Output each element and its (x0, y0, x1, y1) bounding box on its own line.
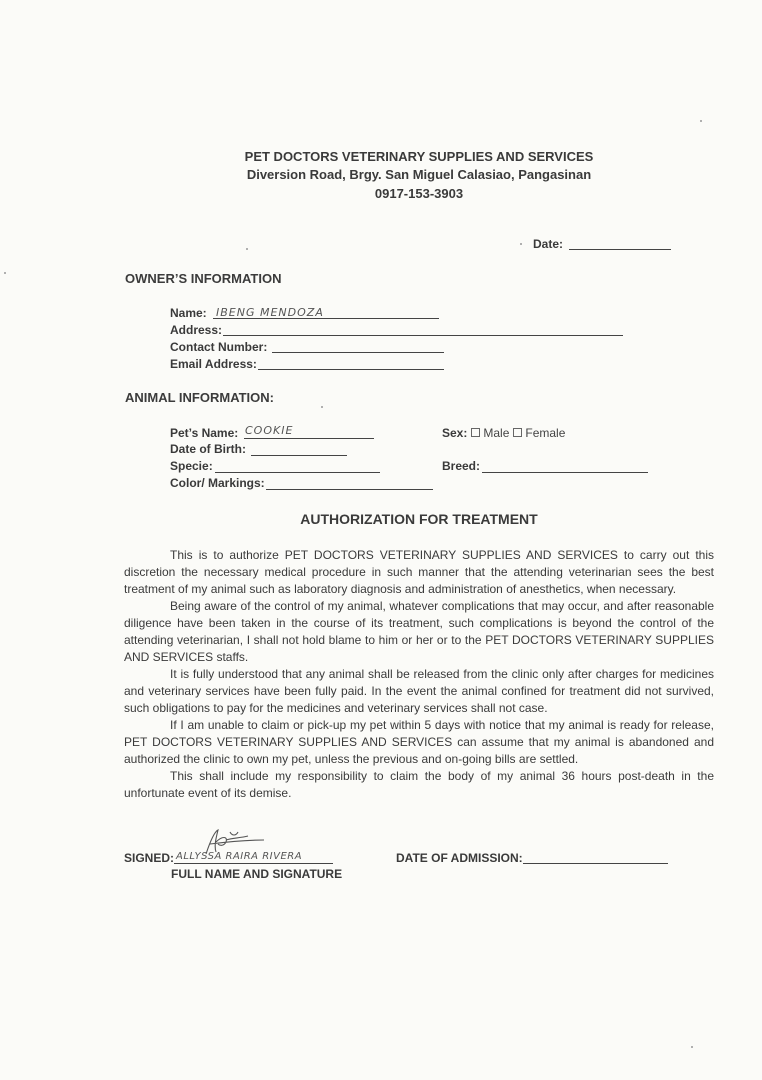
address-label: Address: (170, 323, 223, 337)
date-label: Date: (533, 237, 564, 251)
date-of-admission-field[interactable] (523, 863, 668, 864)
signature-caption: FULL NAME AND SIGNATURE (171, 867, 343, 881)
company-address: Diversion Road, Brgy. San Miguel Calasiao, Pangasinan (246, 167, 592, 182)
specie-field[interactable] (215, 472, 380, 473)
male-label: Male (483, 426, 510, 440)
owner-heading: OWNER’S INFORMATION (125, 271, 282, 286)
signed-handwritten: ALLYSSA RAIRA RIVERA (176, 851, 303, 862)
name-handwritten: IBENG MENDOZA (216, 306, 324, 319)
breed-field[interactable] (482, 472, 648, 473)
male-checkbox[interactable] (471, 428, 480, 437)
scan-speck (321, 406, 323, 408)
authorization-body (124, 547, 714, 802)
date-of-admission-label: DATE OF ADMISSION: (396, 851, 523, 865)
pet-name-label: Pet’s Name: (170, 426, 239, 440)
paragraph-4: If I am unable to claim or pick-up my pet within 5 days with notice that my animal is ready for release, PET DOCTORS VETERINARY SUPPLIES AND SERVICES can assume that my animal is abandoned and authorized the clinic to own my pet, unless the previous and on-going bills are settled. (124, 718, 714, 766)
paragraph-2: Being aware of the control of my animal, whatever complications that may occur, and after reasonable diligence have been taken in the course of its treatment, such complications is beyond the control of the attending veterinarian, I shall not hold blame to him or her or to the PET DOCTORS VETERINARY SUPPLIES AND SERVICES staffs. (124, 599, 714, 664)
sex-label: Sex: (442, 426, 468, 440)
color-markings-field[interactable] (266, 489, 433, 490)
paragraph-5: This shall include my responsibility to claim the body of my animal 36 hours post-death in the unfortunate event of its demise. (124, 769, 714, 800)
dob-field[interactable] (251, 455, 347, 456)
pet-name-field[interactable] (244, 438, 374, 439)
pet-name-handwritten: COOKIE (245, 424, 294, 437)
animal-heading: ANIMAL INFORMATION: (125, 390, 274, 405)
company-phone: 0917-153-3903 (374, 186, 464, 201)
scan-speck (4, 272, 6, 274)
email-label: Email Address: (170, 357, 257, 371)
scan-speck (691, 1046, 693, 1048)
color-markings-label: Color/ Markings: (170, 476, 265, 490)
name-label: Name: (170, 306, 207, 320)
scan-speck (520, 243, 522, 245)
authorization-title: AUTHORIZATION FOR TREATMENT (300, 511, 538, 527)
paragraph-3: It is fully understood that any animal shall be released from the clinic only after charges for medicines and veterinary services have been fully paid. In the event the animal confined for treatment did not survived, such obligations to pay for the medicines and veterinary services shall not case. (124, 667, 714, 715)
scan-speck (246, 248, 248, 250)
breed-label: Breed: (442, 459, 481, 473)
female-label: Female (525, 426, 566, 440)
specie-label: Specie: (170, 459, 213, 473)
address-field[interactable] (223, 335, 623, 336)
female-checkbox[interactable] (513, 428, 522, 437)
signed-field[interactable] (174, 863, 333, 864)
scan-speck (700, 120, 702, 122)
contact-label: Contact Number: (170, 340, 268, 354)
company-name: PET DOCTORS VETERINARY SUPPLIES AND SERVICES (244, 149, 594, 164)
paragraph-1: This is to authorize PET DOCTORS VETERINARY SUPPLIES AND SERVICES to carry out this discretion the necessary medical procedure in such manner that the attending veterinarian sees the best treatment of my animal such as laboratory diagnosis and administration of anesthetics, when necessary. (124, 548, 714, 596)
email-field[interactable] (258, 369, 444, 370)
sex-row (442, 426, 565, 440)
signed-label: SIGNED: (124, 851, 175, 865)
date-field[interactable] (569, 249, 671, 250)
dob-label: Date of Birth: (170, 442, 246, 456)
contact-field[interactable] (272, 352, 444, 353)
